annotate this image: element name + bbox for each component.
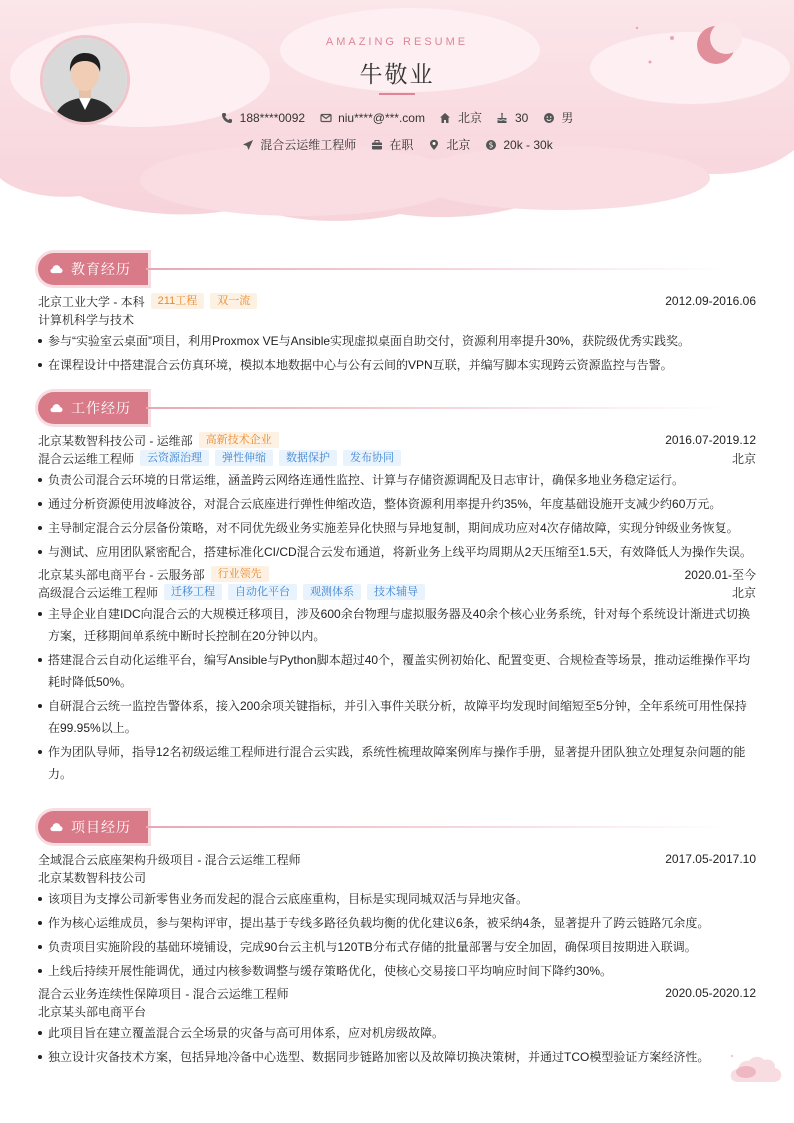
skill-tag: 观测体系 <box>303 584 361 600</box>
project-name: 全域混合云底座架构升级项目 - 混合云运维工程师 <box>38 852 301 867</box>
project-bullets <box>38 888 756 982</box>
home-icon <box>439 111 452 124</box>
name-underline <box>379 93 415 95</box>
job-entry <box>38 431 756 563</box>
bullet-item: 搭建混合云自动化运维平台，编写Ansible与Python脚本超过40个，覆盖实例初始化、配置变更、合规检查等场景，推动运维操作平均耗时降低50%。 <box>38 649 756 693</box>
bullet-item: 与测试、应用团队紧密配合，搭建标准化CI/CD混合云发布通道，将新业务上线平均周期从2天压缩至1.5天，有效降低人为操作失误。 <box>38 541 756 563</box>
project-entry <box>38 984 756 1068</box>
work-divider <box>146 407 726 409</box>
education-bullets <box>38 330 756 376</box>
work-title: 工作经历 <box>71 400 131 416</box>
major-row <box>38 310 756 328</box>
position-row <box>38 449 756 467</box>
candidate-name: 牛敬业 <box>359 61 435 87</box>
project-entry <box>38 850 756 982</box>
bullet-item: 负责项目实施阶段的基础环境铺设，完成90台云主机与120TB分布式存储的批量部署与安全加固，确保项目按期进入联调。 <box>38 936 756 958</box>
cake-icon <box>496 111 509 124</box>
education-period: 2012.09-2016.06 <box>665 294 756 308</box>
age-item <box>496 109 528 126</box>
phone-icon <box>221 111 234 124</box>
decorative-cloud-icon <box>728 1052 784 1086</box>
projects-section <box>38 811 756 1068</box>
projects-title: 项目经历 <box>71 819 131 835</box>
bullet-item: 主导制定混合云分层备份策略，对不同优先级业务实施差异化快照与异地复制，期间成功应对4次存储故障，实现分钟级业务恢复。 <box>38 517 756 539</box>
bullet-item: 独立设计灾备技术方案，包括异地冷备中心选型、数据同步链路加密以及故障切换决策树，并通过TCO模型验证方案经济性。 <box>38 1046 756 1068</box>
gender-text: 男 <box>561 111 574 125</box>
city-text: 北京 <box>457 111 482 125</box>
work-heading <box>38 392 756 424</box>
send-icon <box>241 138 254 151</box>
school-tag: 双一流 <box>210 293 257 309</box>
project-period: 2017.05-2017.10 <box>665 852 756 866</box>
project-header-row <box>38 984 756 1002</box>
bullet-item: 参与“实验室云桌面”项目，利用Proxmox VE与Ansible实现虚拟桌面自助交付，资源利用率提升30%，获院级优秀实践奖。 <box>38 330 756 352</box>
job-bullets <box>38 469 756 563</box>
education-section <box>38 253 756 376</box>
bullet-item: 此项目旨在建立覆盖混合云全场景的灾备与高可用体系，应对机房级故障。 <box>38 1022 756 1044</box>
job-bullets <box>38 603 756 785</box>
email-item <box>319 109 425 126</box>
job-header-row <box>38 565 756 583</box>
school-name: 北京工业大学 - 本科 <box>38 294 145 309</box>
job-target-text: 混合云运维工程师 <box>260 138 357 152</box>
face-icon <box>542 111 555 124</box>
project-company-row <box>38 868 756 886</box>
salary-text: 20k - 30k <box>503 137 553 152</box>
work-city-text: 北京 <box>446 138 471 152</box>
job-intent-row <box>0 136 794 153</box>
job-location: 北京 <box>731 585 756 600</box>
projects-divider <box>146 826 726 828</box>
contact-info-row <box>0 109 794 126</box>
bullet-item: 在课程设计中搭建混合云仿真环境，模拟本地数据中心与公有云间的VPN互联，并编写脚本实现跨云资源监控与告警。 <box>38 354 756 376</box>
work-city-item <box>427 136 470 153</box>
skill-tag: 数据保护 <box>279 450 337 466</box>
bullet-item: 该项目为支撑公司新零售业务而发起的混合云底座重构，目标是实现同城双活与异地灾备。 <box>38 888 756 910</box>
company-tag: 行业领先 <box>211 566 269 582</box>
education-heading <box>38 253 756 285</box>
cloud-icon <box>50 821 63 834</box>
status-text: 在职 <box>389 138 414 152</box>
phone-item <box>221 109 305 126</box>
skill-tag: 技术辅导 <box>367 584 425 600</box>
phone-text: 188****0092 <box>239 110 306 125</box>
education-header-row <box>38 292 756 310</box>
school-tag: 211工程 <box>151 293 205 309</box>
bullet-item: 作为核心运维成员，参与架构评审，提出基于专线多路径负载均衡的优化建议6条，被采纳4条，显著提升了跨云链路冗余度。 <box>38 912 756 934</box>
job-entry <box>38 565 756 785</box>
bullet-item: 自研混合云统一监控告警体系，接入200余项关键指标，并引入事件关联分析，故障平均发现时间缩短至5分钟，全年系统可用性保持在99.95%以上。 <box>38 695 756 739</box>
position-row <box>38 583 756 601</box>
skill-tag: 迁移工程 <box>164 584 222 600</box>
svg-text:$: $ <box>488 140 494 150</box>
email-text: niu****@***.com <box>338 110 425 125</box>
work-section <box>38 392 756 785</box>
job-period: 2016.07-2019.12 <box>665 433 756 447</box>
project-name: 混合云业务连续性保障项目 - 混合云运维工程师 <box>38 986 289 1001</box>
job-header-row <box>38 431 756 449</box>
status-item <box>370 136 413 153</box>
job-location: 北京 <box>731 451 756 466</box>
age-text: 30 <box>514 110 529 125</box>
company-tag: 高新技术企业 <box>199 432 279 448</box>
major-name: 计算机科学与技术 <box>38 312 135 327</box>
skill-tag: 自动化平台 <box>228 584 297 600</box>
bullet-item: 负责公司混合云环境的日常运维，涵盖跨云网络连通性监控、计算与存储资源调配及日志审计，确保多地业务稳定运行。 <box>38 469 756 491</box>
mail-icon <box>319 111 332 124</box>
position-name: 混合云运维工程师 <box>38 451 135 466</box>
position-name: 高级混合云运维工程师 <box>38 585 159 600</box>
bullet-item: 通过分析资源使用波峰波谷，对混合云底座进行弹性伸缩改造，整体资源利用率提升约35%，年度基础设施开支减少约60万元。 <box>38 493 756 515</box>
job-period: 2020.01-至今 <box>684 567 756 582</box>
bullet-item: 作为团队导师，指导12名初级运维工程师进行混合云实践，系统性梳理故障案例库与操作手册，显著提升团队独立处理复杂问题的能力。 <box>38 741 756 785</box>
project-company: 北京某数智科技公司 <box>38 870 147 885</box>
cloud-icon <box>50 263 63 276</box>
cloud-icon <box>50 402 63 415</box>
money-icon <box>484 138 497 151</box>
city-item <box>439 109 482 126</box>
projects-badge <box>38 811 148 843</box>
project-period: 2020.05-2020.12 <box>665 986 756 1000</box>
education-title: 教育经历 <box>71 261 131 277</box>
resume-subtitle: AMAZING RESUME <box>325 36 469 48</box>
skill-tag: 云资源治理 <box>140 450 209 466</box>
location-pin-icon <box>427 138 440 151</box>
resume-header <box>0 0 794 235</box>
projects-heading <box>38 811 756 843</box>
project-bullets <box>38 1022 756 1068</box>
education-badge <box>38 253 148 285</box>
skill-tag: 发布协同 <box>343 450 401 466</box>
company-name: 北京某头部电商平台 - 云服务部 <box>38 567 205 582</box>
project-company-row <box>38 1002 756 1020</box>
job-target-item <box>241 136 356 153</box>
project-header-row <box>38 850 756 868</box>
gender-item <box>542 109 573 126</box>
education-divider <box>146 268 726 270</box>
skill-tag: 弹性伸缩 <box>215 450 273 466</box>
salary-item <box>484 136 552 153</box>
work-badge <box>38 392 148 424</box>
bullet-item: 主导企业自建IDC向混合云的大规模迁移项目，涉及600余台物理与虚拟服务器及40余个核心业务系统，针对每个系统设计渐进式切换方案，迁移期间单系统中断时长控制在20分钟以内。 <box>38 603 756 647</box>
project-company: 北京某头部电商平台 <box>38 1004 147 1019</box>
briefcase-icon <box>370 138 383 151</box>
education-entry <box>38 292 756 376</box>
company-name: 北京某数智科技公司 - 运维部 <box>38 433 193 448</box>
bullet-item: 上线后持续开展性能调优，通过内核参数调整与缓存策略优化，使核心交易接口平均响应时间下降约30%。 <box>38 960 756 982</box>
